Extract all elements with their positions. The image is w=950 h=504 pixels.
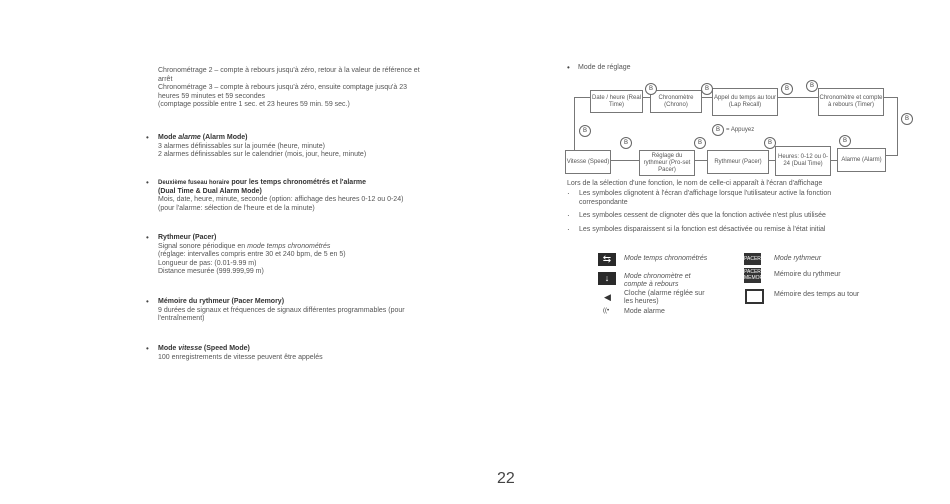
speed-section	[158, 345, 478, 362]
b-button-marker: B	[764, 137, 776, 149]
flow-box-dual-time: Heures: 0-12 ou 0-24 (Dual Time)	[775, 146, 831, 176]
flow-box-real-time: Date / heure (Real Time)	[590, 90, 643, 113]
b-button-marker: B	[839, 135, 851, 147]
legend-label: Mode temps chronométrés	[624, 255, 708, 262]
list-item: Les symboles cessent de clignoter dès que la fonction activée n'est plus utilisée	[579, 212, 826, 219]
dual-time-section	[158, 179, 478, 213]
text-line: (comptage possible entre 1 sec. et 23 heures 59 min. 59 sec.)	[158, 101, 350, 109]
pacer-memory-section	[158, 298, 478, 324]
bullet: •	[146, 178, 149, 187]
text-line: l'entraînement)	[158, 315, 205, 323]
b-button-marker: B	[694, 137, 706, 149]
connector	[776, 97, 818, 98]
connector	[897, 97, 898, 155]
bell-icon: ◀	[604, 292, 611, 302]
text-line: Chronométrage 2 – compte à rebours jusqu'à zéro, retour à la valeur de référence et	[158, 67, 420, 74]
legend-label: Cloche (alarme réglée sur	[624, 290, 705, 297]
connector	[884, 155, 898, 156]
bullet: •	[146, 233, 149, 242]
bullet: •	[567, 63, 570, 72]
bullet: •	[146, 344, 149, 353]
b-button-marker: B	[579, 125, 591, 137]
lap-memory-icon	[745, 289, 764, 304]
list-item: Les symboles clignotent à l'écran d'affichage lorsque l'utilisateur active la fonction	[579, 190, 832, 197]
section-heading: (Dual Time & Dual Alarm Mode)	[158, 187, 262, 195]
b-button-marker: B	[701, 83, 713, 95]
flow-box-timer: Chronomètre et compte à rebours (Timer)	[818, 88, 884, 116]
b-button-marker: B	[620, 137, 632, 149]
bullet: •	[146, 133, 149, 142]
page-number: 22	[497, 470, 515, 487]
list-item: Les symboles disparaissent si la fonction est désactivée ou remise à l'état initial	[579, 226, 826, 233]
chrono-modes-text	[158, 67, 478, 110]
legend-label: Mode chronomètre et	[624, 273, 691, 280]
settings-mode-title: Mode de réglage	[578, 64, 631, 71]
paragraph: Lors de la sélection d'une fonction, le nom de celle-ci apparaît à l'écran d'affichage	[567, 180, 823, 187]
legend-label: Mode alarme	[624, 308, 665, 315]
pacer-memory-icon: PACER MEMORY	[744, 269, 767, 281]
b-button-marker: B	[806, 80, 818, 92]
alarm-icon: ((•	[603, 308, 610, 314]
text-line: Chronométrage 3 – compte à rebours jusqu'à zéro, ensuite comptage jusqu'à 23	[158, 84, 407, 92]
text-line: 100 enregistrements de vitesse peuvent être appelés	[158, 353, 323, 361]
flow-box-alarm: Alarme (Alarm)	[837, 148, 886, 172]
connector	[693, 160, 707, 161]
connector	[882, 97, 898, 98]
bullet: ·	[567, 225, 570, 234]
flow-box-chrono: Chronomètre (Chrono)	[650, 90, 702, 113]
list-item: correspondante	[579, 199, 628, 206]
text-line: 9 durées de signaux et fréquences de signaux différentes programmables (pour	[158, 306, 405, 314]
text-line: (réglage: intervalles compris entre 30 et 240 bpm, de 5 en 5)	[158, 251, 346, 259]
b-button-marker: B	[781, 83, 793, 95]
text-line: (pour l'alarme: sélection de l'heure et de la minute)	[158, 204, 315, 212]
text-line: 2 alarmes définissables sur le calendrier (mois, jour, heure, minute)	[158, 151, 367, 159]
pacer-icon: PACER	[744, 253, 761, 265]
chrono-icon: ⇆	[598, 253, 616, 266]
text-line: Distance mesurée (999.999,99 m)	[158, 268, 264, 276]
flow-box-speed: Vitesse (Speed)	[565, 150, 611, 174]
flow-box-lap-recall: Appel du temps au tour (Lap Recall)	[712, 88, 778, 116]
connector	[609, 160, 639, 161]
section-heading: Rythmeur (Pacer)	[158, 234, 217, 241]
timer-icon: ↓	[598, 272, 616, 285]
text-line: Mois, date, heure, minute, seconde (option: affichage des heures 0-12 ou 0-24)	[158, 196, 404, 204]
section-heading: Mémoire du rythmeur (Pacer Memory)	[158, 298, 285, 305]
text-line: heures 59 minutes et 59 secondes	[158, 92, 266, 100]
b-button-marker: B	[645, 83, 657, 95]
text-line: Longueur de pas: (0.01-9.99 m)	[158, 259, 257, 267]
flow-box-pro-set-pacer: Réglage du rythmeur (Pro-set Pacer)	[639, 150, 695, 176]
legend-label: Mode rythmeur	[774, 255, 822, 262]
text-line: 3 alarmes définissables sur la journée (heure, minute)	[158, 142, 325, 150]
text-line: arrêt	[158, 75, 173, 83]
text-line: Signal sonore périodique en mode temps chronométrés	[158, 242, 331, 250]
legend-label: compte à rebours	[624, 281, 679, 288]
b-button-marker: B	[901, 113, 913, 125]
section-heading: Mode alarme (Alarm Mode)	[158, 134, 248, 141]
legend-label: Mémoire du rythmeur	[774, 271, 841, 278]
bullet: ·	[567, 211, 570, 220]
pacer-section	[158, 234, 478, 277]
legend-label: Mémoire des temps au tour	[774, 291, 860, 298]
bullet: •	[146, 297, 149, 306]
section-heading: Mode vitesse (Speed Mode)	[158, 345, 250, 352]
section-heading: Deuxième fuseau horaire pour les temps chronométrés et l'alarme	[158, 179, 367, 186]
legend-label: les heures)	[624, 298, 659, 305]
bullet: ·	[567, 189, 570, 198]
flow-box-pacer: Rythmeur (Pacer)	[707, 150, 769, 174]
connector	[574, 97, 575, 157]
legend-press-label: = Appuyez	[726, 127, 755, 133]
connector	[574, 97, 590, 98]
alarm-section	[158, 134, 478, 160]
b-button-marker: B	[712, 124, 724, 136]
